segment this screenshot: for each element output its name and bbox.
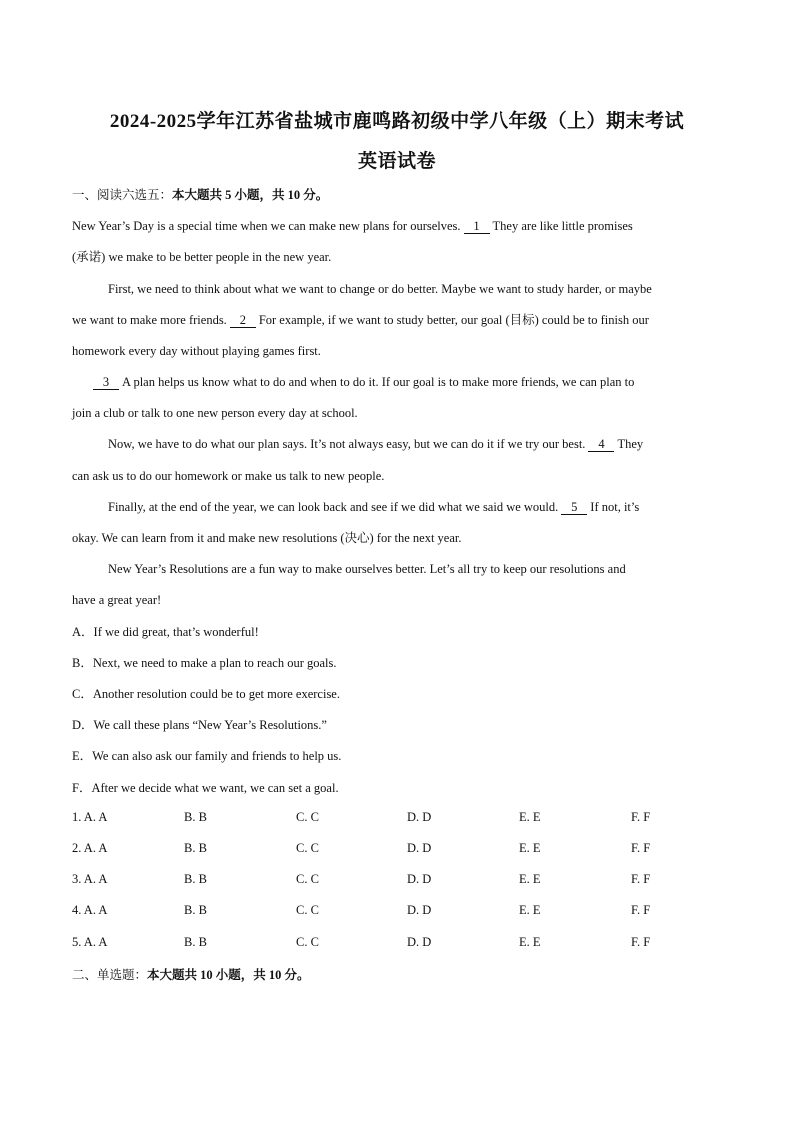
choice-c[interactable]: C. C	[296, 872, 319, 886]
section1-prefix: 一、阅读六选五：	[72, 188, 173, 202]
passage-line: (承诺) we make to be better people in the new year.	[72, 250, 332, 264]
choice-d[interactable]: D. D	[407, 841, 432, 855]
passage-text: New Year’s Day is a special time when we can make new plans for ourselves.	[72, 219, 461, 233]
choice-c[interactable]: C. C	[296, 935, 319, 949]
blank-5: 5	[561, 501, 587, 515]
choice-e[interactable]: E. E	[519, 935, 541, 949]
passage-line: can ask us to do our homework or make us talk to new people.	[72, 469, 385, 483]
choice-d[interactable]: D. D	[407, 872, 432, 886]
choice-b[interactable]: B. B	[184, 872, 207, 886]
section1-header	[72, 186, 732, 204]
passage-line: have a great year!	[72, 593, 162, 607]
section2-info: 本大题共 10 小题，共 10 分。	[147, 968, 310, 982]
choice-d[interactable]: D. D	[407, 935, 432, 949]
passage-line: okay. We can learn from it and make new resolutions (决心) for the next year.	[72, 531, 462, 545]
passage-line	[108, 435, 768, 453]
option-e: E．We can also ask our family and friends to help us.	[72, 749, 342, 763]
choice-e[interactable]: E. E	[519, 841, 541, 855]
passage-line: New Year’s Resolutions are a fun way to make ourselves better. Let’s all try to keep our resolutions and	[108, 562, 626, 576]
passage-line: join a club or talk to one new person every day at school.	[72, 406, 358, 420]
choice-a[interactable]: 1. A. A	[72, 810, 108, 824]
passage-text: Finally, at the end of the year, we can look back and see if we did what we said we would.	[108, 500, 559, 514]
passage-text: Now, we have to do what our plan says. It’s not always easy, but we can do it if we try our best.	[108, 437, 586, 451]
option-d: D．We call these plans “New Year’s Resolutions.”	[72, 718, 327, 732]
choice-b[interactable]: B. B	[184, 903, 207, 917]
passage-line: First, we need to think about what we want to change or do better. Maybe we want to study harder, or maybe	[108, 282, 652, 296]
exam-title: 2024-2025学年江苏省盐城市鹿鸣路初级中学八年级（上）期末考试	[109, 111, 685, 132]
choice-e[interactable]: E. E	[519, 903, 541, 917]
choice-e[interactable]: E. E	[519, 872, 541, 886]
blank-3: 3	[93, 376, 119, 390]
passage-text: If not, it’s	[590, 500, 640, 514]
choice-b[interactable]: B. B	[184, 935, 207, 949]
answer-row	[72, 872, 692, 890]
passage-line	[72, 217, 732, 235]
choice-f[interactable]: F. F	[631, 810, 651, 824]
section2-prefix: 二、单选题：	[72, 968, 148, 982]
choice-f[interactable]: F. F	[631, 841, 651, 855]
passage-text: A plan helps us know what to do and when to do it. If our goal is to make more friends, we can plan to	[122, 375, 635, 389]
choice-c[interactable]: C. C	[296, 841, 319, 855]
choice-a[interactable]: 2. A. A	[72, 841, 108, 855]
answer-row	[72, 903, 692, 921]
choice-f[interactable]: F. F	[631, 935, 651, 949]
passage-text: For example, if we want to study better, our goal (目标) could be to finish our	[258, 313, 649, 327]
option-b: B．Next, we need to make a plan to reach our goals.	[72, 656, 337, 670]
choice-a[interactable]: 5. A. A	[72, 935, 108, 949]
blank-1: 1	[464, 220, 490, 234]
option-c: C．Another resolution could be to get more exercise.	[72, 687, 340, 701]
choice-c[interactable]: C. C	[296, 903, 319, 917]
section2-header	[72, 966, 732, 984]
choice-f[interactable]: F. F	[631, 872, 651, 886]
passage-line	[72, 311, 732, 329]
blank-4: 4	[588, 438, 614, 452]
choice-f[interactable]: F. F	[631, 903, 651, 917]
passage-line: homework every day without playing games first.	[72, 344, 321, 358]
option-a: A．If we did great, that’s wonderful!	[72, 625, 259, 639]
answer-row	[72, 935, 692, 953]
choice-a[interactable]: 4. A. A	[72, 903, 108, 917]
answer-row	[72, 810, 692, 828]
passage-text: They are like little promises	[492, 219, 633, 233]
choice-b[interactable]: B. B	[184, 810, 207, 824]
choice-a[interactable]: 3. A. A	[72, 872, 108, 886]
passage-line	[93, 373, 753, 391]
blank-2: 2	[230, 314, 256, 328]
passage-text: we want to make more friends.	[72, 313, 227, 327]
option-f: F．After we decide what we want, we can set a goal.	[72, 781, 339, 795]
exam-subtitle: 英语试卷	[357, 151, 436, 172]
passage-text: They	[617, 437, 644, 451]
choice-d[interactable]: D. D	[407, 810, 432, 824]
choice-e[interactable]: E. E	[519, 810, 541, 824]
choice-d[interactable]: D. D	[407, 903, 432, 917]
answer-row	[72, 841, 692, 859]
passage-line	[108, 498, 768, 516]
section1-info: 本大题共 5 小题，共 10 分。	[172, 188, 329, 202]
choice-c[interactable]: C. C	[296, 810, 319, 824]
choice-b[interactable]: B. B	[184, 841, 207, 855]
